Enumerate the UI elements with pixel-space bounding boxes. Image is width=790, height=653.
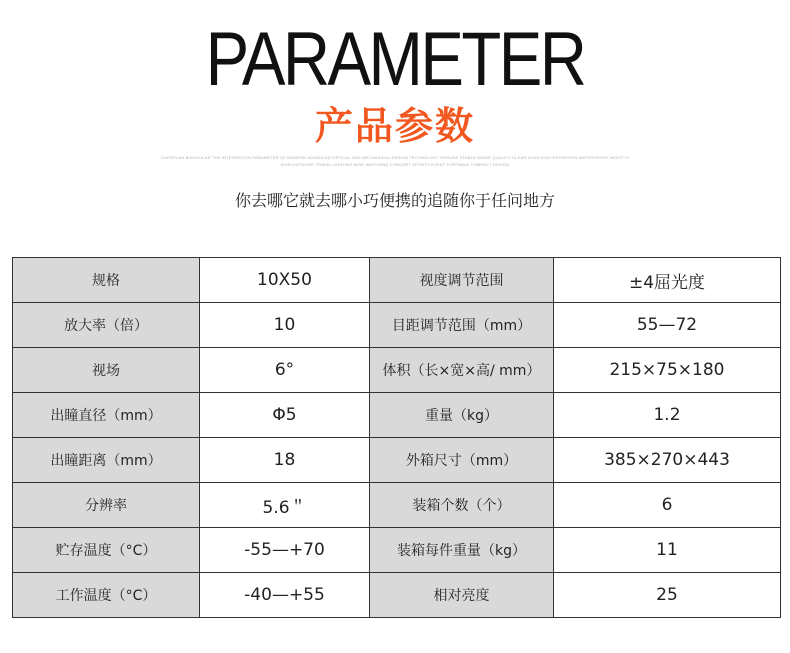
table-row xyxy=(13,438,781,483)
table-row xyxy=(13,303,781,348)
spec-value: 10X50 xyxy=(200,258,370,303)
spec-label: 外箱尺寸（mm） xyxy=(370,438,554,483)
spec-label: 体积（长×宽×高/ mm） xyxy=(370,348,554,393)
spec-label: 规格 xyxy=(13,258,200,303)
spec-label: 放大率（倍） xyxy=(13,303,200,348)
spec-value: 10 xyxy=(200,303,370,348)
spec-label: 装箱每件重量（kg） xyxy=(370,528,554,573)
table-row xyxy=(13,483,781,528)
decorative-fine-print: CUPSPLAN BINOCULAR THE INTEGRATION PARAMETER OF MODERN ADVANCED OPTICAL AND MECHANICAL DESIGN TECHNOLOGY ENSURE STABLE IMAGE QUALITY CLEAR LENS HIGH DEFINITION WATERPROOF NIGHT VISION OUTDOOR TRAVEL HUNTING BIRD WATCHING CONCERT SPORTS EVENT PORTABLE COMPACT DESIGN xyxy=(161,155,629,167)
spec-label: 目距调节范围（mm） xyxy=(370,303,554,348)
spec-value: -55—+70 xyxy=(200,528,370,573)
spec-value: 6 xyxy=(554,483,781,528)
spec-label: 出瞳直径（mm） xyxy=(13,393,200,438)
spec-value: -40—+55 xyxy=(200,573,370,618)
page-subtitle: 产品参数 xyxy=(314,104,475,148)
spec-label: 视场 xyxy=(13,348,200,393)
spec-label: 贮存温度（°C） xyxy=(13,528,200,573)
spec-label: 重量（kg） xyxy=(370,393,554,438)
spec-value: 215×75×180 xyxy=(554,348,781,393)
spec-label: 相对亮度 xyxy=(370,573,554,618)
page-title: PARAMETER xyxy=(205,17,585,102)
spec-value: 5.6＂ xyxy=(200,483,370,528)
spec-value: 1.2 xyxy=(554,393,781,438)
spec-value: 18 xyxy=(200,438,370,483)
spec-value: 11 xyxy=(554,528,781,573)
spec-label: 分辨率 xyxy=(13,483,200,528)
table-row xyxy=(13,348,781,393)
spec-label: 装箱个数（个） xyxy=(370,483,554,528)
spec-label: 工作温度（°C） xyxy=(13,573,200,618)
tagline: 你去哪它就去哪小巧便携的追随你于任问地方 xyxy=(234,191,555,210)
spec-value: 25 xyxy=(554,573,781,618)
spec-value: Φ5 xyxy=(200,393,370,438)
table-row xyxy=(13,573,781,618)
spec-value: ±4屈光度 xyxy=(554,258,781,303)
table-row xyxy=(13,528,781,573)
spec-value: 55—72 xyxy=(554,303,781,348)
table-row xyxy=(13,393,781,438)
spec-value: 6° xyxy=(200,348,370,393)
spec-label: 视度调节范围 xyxy=(370,258,554,303)
spec-table xyxy=(12,257,781,618)
spec-value: 385×270×443 xyxy=(554,438,781,483)
table-row xyxy=(13,258,781,303)
spec-label: 出瞳距离（mm） xyxy=(13,438,200,483)
